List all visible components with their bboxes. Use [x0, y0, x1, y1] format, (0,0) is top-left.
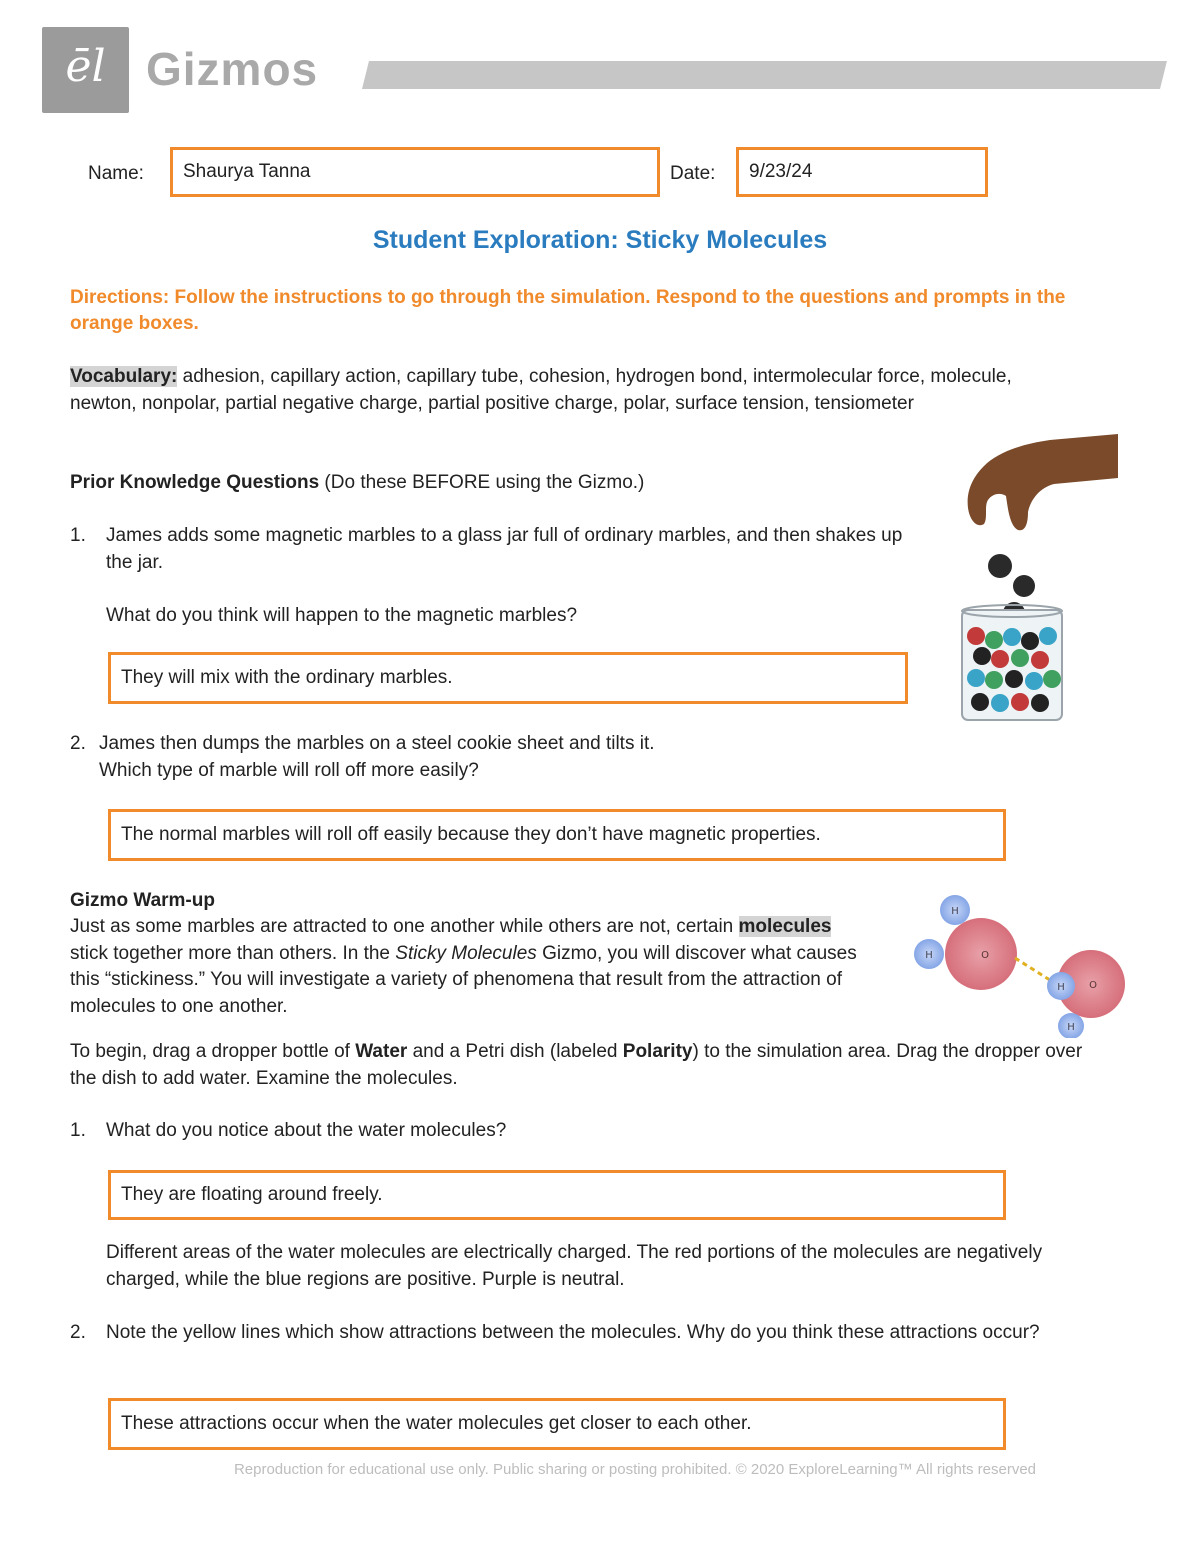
svg-text:O: O: [1089, 980, 1097, 991]
warmup-q1-number: 1.: [70, 1120, 86, 1141]
prior-q2-line2: Which type of marble will roll off more easily?: [99, 760, 479, 781]
marble-jar-illustration: [930, 430, 1125, 730]
warmup-q1-answer[interactable]: They are floating around freely.: [108, 1170, 1006, 1220]
name-field[interactable]: Shaurya Tanna: [170, 147, 660, 197]
warmup-instructions: [70, 1039, 1100, 1092]
prior-q1-number: 1.: [70, 525, 86, 546]
warmup-paragraph: [70, 914, 870, 1020]
charge-info: Different areas of the water molecules are electrically charged. The red portions of the molecules are negatively charged, while the blue regions are positive. Purple is neutral.: [106, 1242, 1043, 1290]
vocabulary-text: adhesion, capillary action, capillary tube, cohesion, hydrogen bond, intermolecular force, molecule, newton, nonpolar, partial negative charge, partial positive charge, polar, surface tension, tensiometer: [70, 366, 1012, 414]
warmup-q2-answer[interactable]: These attractions occur when the water molecules get closer to each other.: [108, 1398, 1006, 1450]
prior-q2-number: 2.: [70, 733, 86, 754]
prior-q1-answer[interactable]: They will mix with the ordinary marbles.: [108, 652, 908, 704]
falling-marble: [1013, 575, 1035, 597]
svg-text:H: H: [951, 906, 959, 917]
gizmo-name: Sticky Molecules: [395, 942, 537, 964]
page-title: Student Exploration: Sticky Molecules: [372, 226, 828, 254]
warmup-q1-text: What do you notice about the water molecules?: [106, 1120, 507, 1141]
warmup-q2-text: Note the yellow lines which show attractions between the molecules. Why do you think these attractions occur?: [106, 1322, 1040, 1343]
hydrogen-bond-line: [1015, 958, 1053, 982]
warmup-p1-a: Just as some marbles are attracted to one another while others are not, certain: [70, 916, 739, 937]
prior-q1-prompt: What do you think will happen to the magnetic marbles?: [106, 605, 578, 626]
water-molecule-left: [914, 895, 1017, 990]
prior-knowledge-heading: [70, 470, 644, 497]
warmup-heading: Gizmo Warm-up: [70, 890, 215, 911]
svg-text:H: H: [1067, 1022, 1075, 1033]
brand-name: Gizmos: [146, 43, 319, 95]
water-molecule-illustration: [905, 888, 1125, 1038]
hand-image: [968, 434, 1118, 530]
name-label: Name:: [88, 163, 144, 184]
prior-q2-line1: James then dumps the marbles on a steel cookie sheet and tilts it.: [99, 733, 655, 754]
vocab-molecules: molecules: [738, 916, 832, 937]
svg-text:H: H: [1057, 982, 1065, 993]
logo-glyph: ēl: [65, 41, 106, 92]
warmup-p1-c: stick together more than others. In the: [70, 942, 396, 964]
warmup-p2-a: To begin, drag a dropper bottle of: [70, 1041, 356, 1062]
svg-text:O: O: [981, 950, 989, 961]
directions: Directions: Follow the instructions to go through the simulation. Respond to the questions and prompts in the orange boxes.: [70, 287, 1066, 334]
prior-q1-text: James adds some magnetic marbles to a glass jar full of ordinary marbles, and then shakes up the jar.: [106, 525, 903, 573]
vocabulary: [70, 364, 1060, 417]
warmup-p2-e: ) to the simulation area. Drag the dropper over the dish to add water. Examine the molecules.: [70, 1041, 1083, 1089]
vocabulary-label: Vocabulary:: [70, 366, 178, 387]
prior-q2-answer[interactable]: The normal marbles will roll off easily because they don’t have magnetic properties.: [108, 809, 1006, 861]
water-molecule-right: [1047, 950, 1125, 1038]
date-field[interactable]: 9/23/24: [736, 147, 988, 197]
warmup-p1-e: Gizmo, you will discover what causes this “stickiness.” You will investigate a variety of phenomena that result from the attraction of molecules to one another.: [70, 942, 857, 1017]
date-label: Date:: [670, 163, 716, 184]
svg-text:H: H: [925, 950, 933, 961]
gizmos-logo: [42, 27, 129, 113]
warmup-q2-number: 2.: [70, 1322, 86, 1343]
water-label: Water: [355, 1041, 408, 1062]
prior-note: (Do these BEFORE using the Gizmo.): [319, 472, 645, 493]
polarity-label: Polarity: [622, 1041, 693, 1062]
header-bar: [362, 61, 1167, 89]
footer-copyright: Reproduction for educational use only. Public sharing or posting prohibited. © 2020 ExploreLearning™ All rights reserved: [233, 1461, 1037, 1478]
marble-jar: [962, 605, 1062, 720]
warmup-p2-c: and a Petri dish (labeled: [407, 1041, 623, 1062]
prior-heading-text: Prior Knowledge Questions: [70, 472, 320, 493]
falling-marble: [988, 554, 1012, 578]
